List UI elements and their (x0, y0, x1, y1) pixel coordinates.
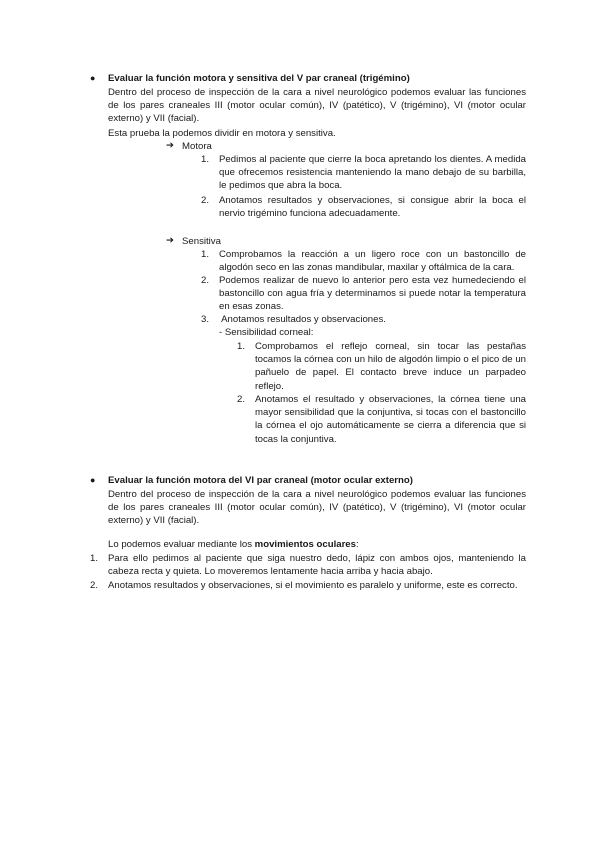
motora-item-number: 1. (201, 154, 210, 165)
section-1-heading: Evaluar la función motora y sensitiva del V par craneal (trigémino) (108, 73, 410, 84)
corneal-item: Comprobamos el reflejo corneal, sin tocar las pestañas tocamos la córnea con un hilo de algodón limpio o el pico de un pañuelo de papel. El contacto breve induce un parpadeo reflejo. (255, 341, 526, 392)
sensitiva-item-number: 3. (201, 314, 210, 325)
corneal-label: - Sensibilidad corneal: (219, 327, 314, 338)
corneal-item-number: 1. (237, 341, 246, 352)
bullet-icon: ● (90, 73, 96, 83)
section-2-heading: Evaluar la función motora del VI par craneal (motor ocular externo) (108, 475, 413, 486)
sensitiva-item: Anotamos resultados y observaciones. (219, 314, 386, 325)
sensitiva-item: Podemos realizar de nuevo lo anterior pero esta vez humedeciendo el bastoncillo con agua fría y determinamos si puede notar la temperatura en esas zonas. (219, 275, 526, 313)
eval-bold: movimientos oculares (254, 539, 356, 550)
corneal-item-number: 2. (237, 394, 246, 405)
eval-prefix: Lo podemos evaluar mediante los (108, 539, 255, 550)
arrow-icon: ➔ (166, 140, 175, 151)
section-2-item: Anotamos resultados y observaciones, si el movimiento es paralelo y uniforme, este es correcto. (108, 580, 518, 591)
sensitiva-item-number: 2. (201, 275, 210, 286)
eval-suffix: : (355, 539, 359, 550)
motora-item-number: 2. (201, 195, 210, 206)
eval-sentence (108, 538, 526, 551)
bullet-icon: ● (90, 475, 96, 485)
sensitiva-item: Comprobamos la reacción a un ligero roce con un bastoncillo de algodón seco en las zonas mandibular, maxilar y oftálmica de la cara. (219, 249, 526, 274)
arrow-icon: ➔ (166, 235, 175, 246)
section-2-item: Para ello pedimos al paciente que siga nuestro dedo, lápiz con ambos ojos, manteniendo la cabeza recta y quieta. Lo moveremos lentamente hacia arriba y hacia abajo. (108, 553, 526, 578)
section-1-intro: Dentro del proceso de inspección de la cara a nivel neurológico podemos evaluar las funciones de los pares craneales III (motor ocular común), IV (patético), V (trigémino), VI (motor ocular externo) y VII (facial). (108, 87, 526, 125)
section-2-item-number: 2. (90, 580, 99, 591)
section-2-intro: Dentro del proceso de inspección de la cara a nivel neurológico podemos evaluar las funciones de los pares craneales III (motor ocular común), IV (patético), V (trigémino), VI (motor ocular externo) y VII (facial). (108, 489, 526, 527)
motora-item: Anotamos resultados y observaciones, si consigue abrir la boca el nervio trigémino funciona adecuadamente. (219, 195, 526, 220)
section-1-division: Esta prueba la podemos dividir en motora y sensitiva. (108, 128, 336, 139)
sensitiva-label: Sensitiva (182, 236, 221, 247)
sensitiva-item-number: 1. (201, 249, 210, 260)
corneal-item: Anotamos el resultado y observaciones, la córnea tiene una mayor sensibilidad que la conjuntiva, si tocas con el bastoncillo la córnea el ojo automáticamente se cierra a diferencia que si tocas la conjuntiva. (255, 394, 526, 445)
section-2-item-number: 1. (90, 553, 99, 564)
motora-item: Pedimos al paciente que cierre la boca apretando los dientes. A medida que ofrecemos resistencia manteniendo la mano debajo de su barbilla, le pedimos que abra la boca. (219, 154, 526, 192)
motora-label: Motora (182, 141, 212, 152)
